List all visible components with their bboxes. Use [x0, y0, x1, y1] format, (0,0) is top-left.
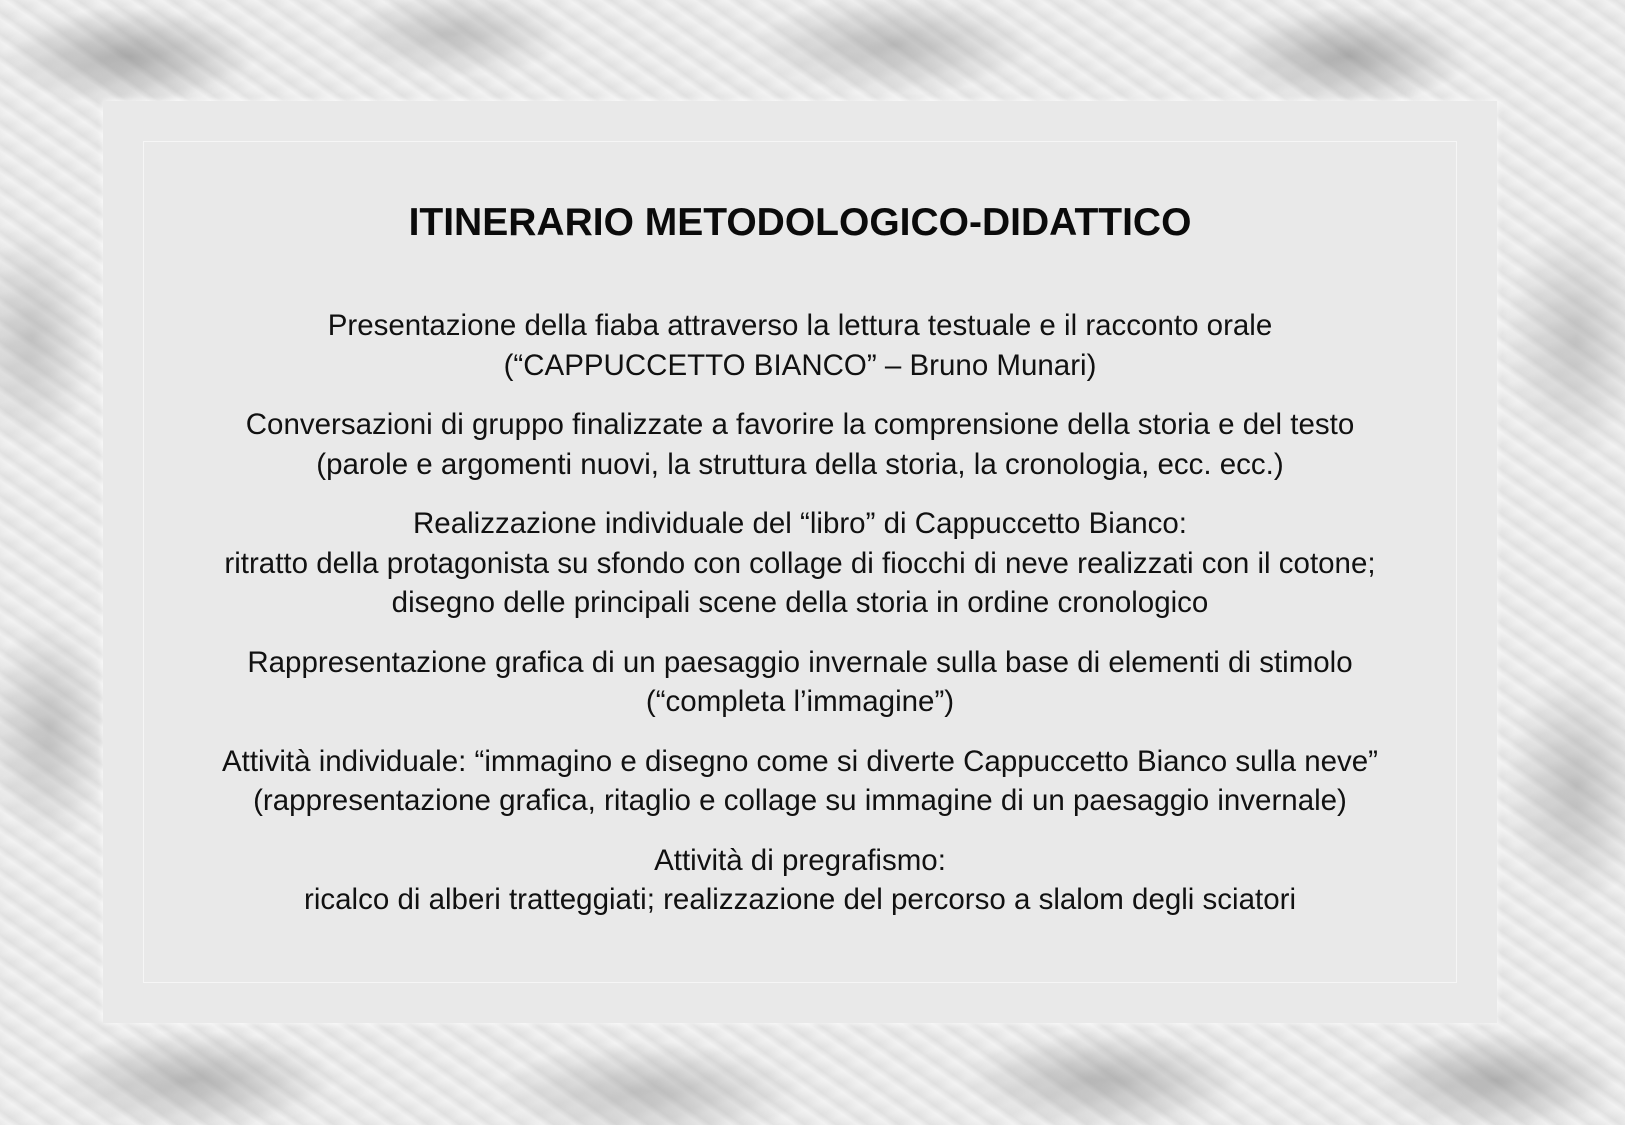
activity-line: (“CAPPUCCETTO BIANCO” – Bruno Munari): [503, 348, 1097, 382]
activity-line: (rappresentazione grafica, ritaglio e collage su immagine di un paesaggio invernale): [253, 784, 1347, 817]
activity-line: Attività di pregrafismo:: [654, 843, 946, 877]
activity-item: [103, 405, 1497, 484]
activity-item: [103, 306, 1497, 385]
page-title: ITINERARIO METODOLOGICO-DIDATTICO: [408, 201, 1192, 244]
activity-line: Rappresentazione grafica di un paesaggio invernale sulla base di elementi di stimolo: [247, 645, 1353, 679]
activity-line: (“completa l’immagine”): [645, 685, 955, 718]
activity-line: Presentazione della fiaba attraverso la lettura testuale e il racconto orale: [327, 309, 1273, 342]
activity-line: (parole e argomenti nuovi, la struttura della storia, la cronologia, ecc. ecc.): [316, 447, 1284, 481]
activity-line: ricalco di alberi tratteggiati; realizzazione del percorso a slalom degli sciatori: [304, 883, 1296, 916]
document-panel: [103, 101, 1497, 1023]
activity-item: [103, 742, 1497, 821]
activity-line: Realizzazione individuale del “libro” di Cappuccetto Bianco:: [413, 507, 1187, 540]
activity-line: Attività individuale: “immagino e disegno come si diverte Cappuccetto Bianco sulla neve”: [221, 744, 1379, 778]
activity-line: disegno delle principali scene della storia in ordine cronologico: [391, 586, 1209, 619]
activity-item: [103, 841, 1497, 920]
activity-line: Conversazioni di gruppo finalizzate a favorire la comprensione della storia e del testo: [245, 408, 1355, 441]
activity-list: [103, 306, 1497, 940]
activity-item: [103, 643, 1497, 722]
activity-line: ritratto della protagonista su sfondo con collage di fiocchi di neve realizzati con il cotone;: [224, 546, 1376, 580]
activity-item: [103, 504, 1497, 623]
